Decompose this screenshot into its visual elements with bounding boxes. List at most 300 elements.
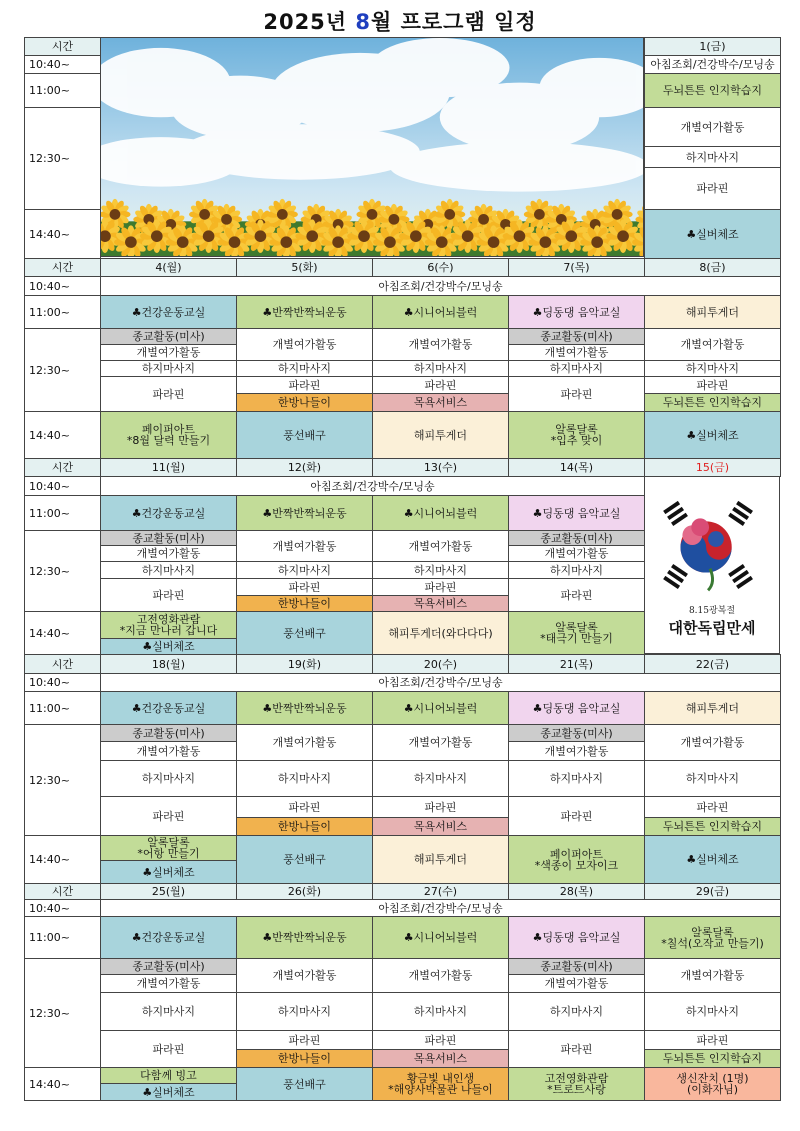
- activity: [100, 958, 237, 975]
- cell-text: 파라핀: [696, 182, 729, 195]
- activity: [372, 411, 509, 459]
- activity: [100, 545, 237, 562]
- cell-text: 10:40~: [29, 279, 70, 293]
- activity: [100, 495, 237, 531]
- cell-text: 10:40~: [29, 479, 70, 493]
- cell-text: 한방나들이: [277, 1052, 332, 1065]
- cell-text: 파라핀: [696, 1033, 729, 1047]
- activity: [644, 1049, 781, 1068]
- cell-text: 22(금): [695, 657, 730, 671]
- activity: [100, 578, 237, 612]
- activity: [236, 724, 373, 761]
- activity: [236, 561, 373, 579]
- activity: [236, 760, 373, 797]
- cell-text: ♣건강운동교실: [131, 506, 206, 520]
- cell-text: *지금 만나러 갑니다: [119, 624, 218, 637]
- cell-text: 12:30~: [29, 773, 70, 787]
- cell-text: 7(목): [563, 261, 590, 274]
- cell-text: 하지마사지: [277, 362, 332, 375]
- day-header: [236, 654, 373, 674]
- cell-text: 12(화): [287, 461, 322, 474]
- cell-text: 파라핀: [560, 387, 593, 401]
- cell-text: 시간: [51, 261, 74, 274]
- time-label: [24, 691, 101, 725]
- activity: [100, 974, 237, 993]
- cell-text: *어항 만들기: [137, 847, 200, 860]
- cell-text: 파라핀: [288, 378, 321, 392]
- cell-text: 해피투게더: [413, 853, 468, 866]
- time-label: [24, 73, 101, 108]
- time-header: [24, 654, 101, 674]
- activity: [372, 328, 509, 361]
- activity: [372, 958, 509, 993]
- cell-text: 11:00~: [29, 305, 70, 319]
- cell-text: 14(목): [559, 461, 594, 474]
- activity: [508, 360, 645, 377]
- cell-text: 해피투게더(와다다다): [388, 626, 493, 640]
- cell-text: 하지마사지: [413, 362, 468, 375]
- time-header: [24, 37, 101, 56]
- cell-text: 황금빛 내인생: [406, 1072, 475, 1085]
- time-label: [24, 209, 101, 259]
- cell-text: *입추 맞이: [550, 434, 603, 447]
- activity: [236, 916, 373, 959]
- morning-routine: [644, 55, 781, 74]
- activity: [644, 760, 781, 797]
- cell-text: 개별여가활동: [680, 338, 745, 351]
- cell-text: 아침조회/건강박수/모닝송: [378, 279, 503, 293]
- cell-text: 19(화): [287, 657, 322, 671]
- cell-text: 개별여가활동: [272, 338, 337, 351]
- cell-text: ♣실버체조: [686, 428, 739, 442]
- activity: [508, 691, 645, 725]
- activity: [372, 724, 509, 761]
- cell-text: ♣딩동댕 음악교실: [532, 305, 621, 319]
- activity: [236, 992, 373, 1031]
- cell-text: ♣건강운동교실: [131, 701, 206, 715]
- activity: [372, 796, 509, 818]
- cell-text: 종교활동(미사): [132, 330, 205, 343]
- time-label: [24, 476, 101, 496]
- day-header: [508, 883, 645, 900]
- activity: [508, 530, 645, 546]
- cell-text: ♣딩동댕 음악교실: [532, 506, 621, 520]
- cell-text: 하지마사지: [141, 563, 196, 577]
- cell-text: 종교활동(미사): [132, 960, 205, 973]
- cell-text: 1(금): [699, 40, 726, 53]
- cell-text: ♣실버체조: [686, 227, 739, 241]
- morning-routine: [100, 476, 645, 496]
- activity: [372, 295, 509, 329]
- cell-text: 11(월): [151, 461, 186, 474]
- activity: [372, 595, 509, 612]
- cell-text: 28(목): [559, 885, 594, 898]
- cell-text: ♣반짝반짝뇌운동: [262, 506, 347, 520]
- day-header: [236, 458, 373, 477]
- time-label: [24, 55, 101, 74]
- activity: [644, 411, 781, 459]
- cell-text: 파라핀: [696, 800, 729, 814]
- cell-text: 21(목): [559, 657, 594, 671]
- activity: [644, 209, 781, 259]
- cell-text: 파라핀: [288, 1033, 321, 1047]
- cell-text: ♣건강운동교실: [131, 305, 206, 319]
- cell-text: 파라핀: [152, 588, 185, 602]
- activity: [508, 974, 645, 993]
- cell-text: ♣시니어뇌블럭: [403, 701, 478, 715]
- activity: [644, 691, 781, 725]
- activity: [100, 992, 237, 1031]
- cell-text: 파라핀: [560, 809, 593, 823]
- cell-text: 12:30~: [29, 363, 70, 377]
- activity: [644, 393, 781, 412]
- cell-text: 시간: [51, 657, 74, 671]
- activity: [236, 578, 373, 596]
- cell-text: 하지마사지: [413, 563, 468, 577]
- day-header: [100, 458, 237, 477]
- cell-text: 개별여가활동: [408, 338, 473, 351]
- time-label: [24, 899, 101, 917]
- cell-text: 개별여가활동: [544, 346, 609, 359]
- activity: [100, 796, 237, 836]
- cell-text: 하지마사지: [141, 362, 196, 375]
- cell-text: 파라핀: [152, 1042, 185, 1056]
- activity: [372, 393, 509, 412]
- cell-text: 해피투게더: [685, 701, 740, 715]
- cell-text: 아침조회/건강박수/모닝송: [378, 676, 503, 689]
- cell-text: 풍선배구: [283, 853, 326, 866]
- activity: [644, 360, 781, 377]
- activity: [236, 958, 373, 993]
- activity: [644, 1030, 781, 1050]
- cell-text: 한방나들이: [277, 820, 332, 833]
- cell-text: 27(수): [423, 885, 458, 898]
- activity: [508, 611, 645, 655]
- activity: [508, 916, 645, 959]
- cell-text: 10:40~: [29, 676, 70, 689]
- activity: [372, 817, 509, 836]
- cell-text: ♣반짝반짝뇌운동: [262, 305, 347, 319]
- cell-text: 12:30~: [29, 1006, 70, 1020]
- cell-text: 두뇌튼튼 인지학습지: [662, 1052, 763, 1065]
- cell-text: 종교활동(미사): [132, 726, 205, 740]
- cell-text: 하지마사지: [549, 563, 604, 577]
- cell-text: ♣시니어뇌블럭: [403, 931, 478, 944]
- cell-text: 아침조회/건강박수/모닝송: [650, 58, 775, 71]
- time-label: [24, 958, 101, 1068]
- cell-text: *해양사박물관 나들이: [388, 1083, 493, 1096]
- cell-text: 25(월): [151, 885, 186, 898]
- activity: [644, 73, 781, 108]
- title-month: 8: [355, 10, 372, 34]
- day-header: [644, 37, 781, 56]
- cell-text: 개별여가활동: [680, 736, 745, 749]
- time-label: [24, 835, 101, 884]
- activity: [508, 1030, 645, 1068]
- activity: [236, 1067, 373, 1101]
- cell-text: ♣반짝반짝뇌운동: [262, 931, 347, 944]
- cell-text: 파라핀: [560, 1042, 593, 1056]
- cell-text: ♣실버체조: [142, 1085, 195, 1099]
- cell-text: 두뇌튼튼 인지학습지: [662, 396, 763, 409]
- day-header: [644, 654, 781, 674]
- cell-text: 페이퍼아트: [141, 423, 196, 436]
- day-header: [372, 654, 509, 674]
- cell-text: 개별여가활동: [680, 969, 745, 982]
- activity: [236, 796, 373, 818]
- cell-text: 생신잔치 (1명): [676, 1072, 749, 1085]
- cell-text: 개별여가활동: [408, 969, 473, 982]
- activity: [100, 376, 237, 412]
- cell-text: 해피투게더: [413, 428, 468, 442]
- activity: [100, 835, 237, 861]
- cell-text: 파라핀: [424, 580, 457, 594]
- activity: [236, 530, 373, 562]
- cell-text: 8(금): [699, 261, 726, 274]
- cell-text: ♣반짝반짝뇌운동: [262, 701, 347, 715]
- day-header: [372, 258, 509, 277]
- activity: [644, 328, 781, 361]
- cell-text: 종교활동(미사): [540, 330, 613, 343]
- activity: [644, 835, 781, 884]
- cell-text: 파라핀: [424, 1033, 457, 1047]
- cell-text: 14:40~: [29, 428, 70, 442]
- cell-text: 두뇌튼튼 인지학습지: [662, 84, 763, 97]
- time-label: [24, 673, 101, 692]
- activity: [508, 411, 645, 459]
- cell-text: 개별여가활동: [408, 539, 473, 553]
- time-label: [24, 530, 101, 612]
- activity: [100, 691, 237, 725]
- cell-text: *태극기 만들기: [540, 632, 613, 645]
- day-header: [236, 883, 373, 900]
- activity: [100, 328, 237, 345]
- time-label: [24, 495, 101, 531]
- activity: [644, 295, 781, 329]
- cell-text: ♣실버체조: [142, 640, 195, 653]
- activity: [100, 1067, 237, 1084]
- cell-text: 목욕서비스: [413, 820, 468, 833]
- cell-text: 6(수): [427, 261, 454, 274]
- cell-text: 개별여가활동: [136, 977, 201, 990]
- cell-text: 하지마사지: [685, 772, 740, 785]
- cell-text: 26(화): [287, 885, 322, 898]
- activity: [508, 578, 645, 612]
- cell-text: 한방나들이: [277, 396, 332, 409]
- activity: [100, 741, 237, 761]
- cell-text: 4(월): [155, 261, 182, 274]
- cell-text: 파라핀: [152, 387, 185, 401]
- activity: [372, 835, 509, 884]
- cell-text: 개별여가활동: [544, 547, 609, 560]
- title-suffix: 월 프로그램 일정: [371, 10, 537, 34]
- cell-text: 5(화): [291, 261, 318, 274]
- cell-text: 목욕서비스: [413, 396, 468, 409]
- activity: [372, 1067, 509, 1101]
- activity: [372, 530, 509, 562]
- cell-text: 12:30~: [29, 152, 70, 165]
- cell-text: ♣딩동댕 음악교실: [532, 931, 621, 944]
- activity: [100, 411, 237, 459]
- cell-text: 개별여가활동: [544, 977, 609, 990]
- cell-text: 알록달록: [555, 621, 598, 634]
- cell-text: 하지마사지: [549, 362, 604, 375]
- day-header: [100, 258, 237, 277]
- cell-text: ♣건강운동교실: [131, 931, 206, 944]
- cell-text: 개별여가활동: [408, 736, 473, 749]
- cell-text: 개별여가활동: [544, 744, 609, 758]
- page-title: [0, 6, 800, 36]
- activity: [508, 561, 645, 579]
- activity: [236, 495, 373, 531]
- cell-text: 하지마사지: [277, 772, 332, 785]
- sunflower-banner: [100, 37, 644, 257]
- cell-text: *색종이 모자이크: [534, 858, 619, 872]
- cell-text: 15(금): [695, 461, 730, 474]
- time-label: [24, 328, 101, 412]
- cell-text: 알록달록: [555, 423, 598, 436]
- activity: [100, 360, 237, 377]
- activity: [100, 860, 237, 884]
- cell-text: 14:40~: [29, 227, 70, 241]
- activity: [236, 411, 373, 459]
- cell-text: 파라핀: [560, 588, 593, 602]
- cell-text: 개별여가활동: [680, 120, 745, 134]
- time-label: [24, 295, 101, 329]
- activity: [100, 1083, 237, 1101]
- cell-text: 파라핀: [288, 580, 321, 594]
- cell-text: *트로트사랑: [547, 1083, 606, 1096]
- activity: [644, 1067, 781, 1101]
- time-label: [24, 611, 101, 655]
- cell-text: 하지마사지: [685, 362, 740, 375]
- activity: [100, 638, 237, 655]
- cell-text: 알록달록: [147, 836, 190, 849]
- activity: [100, 611, 237, 639]
- cell-text: 풍선배구: [283, 1077, 326, 1091]
- activity: [236, 691, 373, 725]
- activity: [100, 760, 237, 797]
- cell-text: 아침조회/건강박수/모닝송: [378, 901, 503, 915]
- activity: [236, 328, 373, 361]
- time-label: [24, 276, 101, 296]
- cell-text: 개별여가활동: [272, 736, 337, 749]
- cell-text: 하지마사지: [141, 1005, 196, 1018]
- cell-text: 개별여가활동: [272, 969, 337, 982]
- cell-text: 시간: [51, 40, 74, 53]
- activity: [372, 495, 509, 531]
- activity: [236, 817, 373, 836]
- cell-text: 개별여가활동: [136, 547, 201, 560]
- cell-text: 풍선배구: [283, 428, 326, 442]
- activity: [100, 344, 237, 361]
- activity: [236, 595, 373, 612]
- cell-text: 하지마사지: [413, 1005, 468, 1018]
- activity: [644, 992, 781, 1031]
- cell-text: 파라핀: [424, 800, 457, 814]
- activity: [100, 724, 237, 742]
- cell-text: 파라핀: [288, 800, 321, 814]
- activity: [508, 724, 645, 742]
- cell-text: 파라핀: [152, 809, 185, 823]
- day-header: [644, 258, 781, 277]
- cell-text: 개별여가활동: [136, 346, 201, 359]
- activity: [372, 578, 509, 596]
- cell-text: 개별여가활동: [272, 539, 337, 553]
- cell-text: 하지마사지: [685, 150, 740, 164]
- time-label: [24, 916, 101, 959]
- cell-text: 파라핀: [424, 378, 457, 392]
- cell-text: 11:00~: [29, 84, 70, 97]
- activity: [508, 376, 645, 412]
- activity: [372, 760, 509, 797]
- activity: [100, 1030, 237, 1068]
- day-header: [508, 258, 645, 277]
- cell-text: 하지마사지: [549, 772, 604, 785]
- holiday-caption-big: 대한독립만세: [668, 619, 756, 637]
- day-header: [644, 883, 781, 900]
- activity: [644, 817, 781, 836]
- cell-text: 파라핀: [696, 378, 729, 392]
- cell-text: 18(월): [151, 657, 186, 671]
- activity: [372, 611, 509, 655]
- cell-text: 14:40~: [29, 853, 70, 866]
- time-label: [24, 107, 101, 210]
- holiday-caption-small: 8.15광복절: [688, 606, 736, 616]
- cell-text: 두뇌튼튼 인지학습지: [662, 820, 763, 833]
- time-label: [24, 411, 101, 459]
- title-prefix: 2025년: [263, 10, 356, 34]
- activity: [236, 1049, 373, 1068]
- activity: [372, 916, 509, 959]
- activity: [236, 360, 373, 377]
- cell-text: 해피투게더: [685, 305, 740, 319]
- activity: [100, 561, 237, 579]
- cell-text: ♣시니어뇌블럭: [403, 506, 478, 520]
- activity: [508, 295, 645, 329]
- time-header: [24, 258, 101, 277]
- activity: [644, 167, 781, 210]
- cell-text: 시간: [51, 885, 74, 898]
- activity: [508, 741, 645, 761]
- activity: [644, 958, 781, 993]
- cell-text: 종교활동(미사): [540, 726, 613, 740]
- cell-text: 20(수): [423, 657, 458, 671]
- time-header: [24, 883, 101, 900]
- cell-text: 고전영화관람: [544, 1072, 609, 1085]
- activity: [236, 835, 373, 884]
- cell-text: 10:40~: [29, 901, 70, 915]
- cell-text: 하지마사지: [277, 563, 332, 577]
- activity: [644, 146, 781, 168]
- cell-text: 14:40~: [29, 626, 70, 640]
- activity: [100, 916, 237, 959]
- morning-routine: [100, 899, 781, 917]
- cell-text: 종교활동(미사): [540, 531, 613, 545]
- cell-text: 한방나들이: [277, 597, 332, 610]
- cell-text: 알록달록: [691, 925, 734, 939]
- time-label: [24, 724, 101, 836]
- cell-text: 종교활동(미사): [132, 531, 205, 545]
- morning-routine: [100, 276, 781, 296]
- activity: [644, 107, 781, 147]
- activity: [100, 530, 237, 546]
- day-header: [100, 654, 237, 674]
- cell-text: 11:00~: [29, 506, 70, 520]
- cell-text: 시간: [51, 461, 74, 474]
- cell-text: 12:30~: [29, 564, 70, 578]
- activity: [508, 495, 645, 531]
